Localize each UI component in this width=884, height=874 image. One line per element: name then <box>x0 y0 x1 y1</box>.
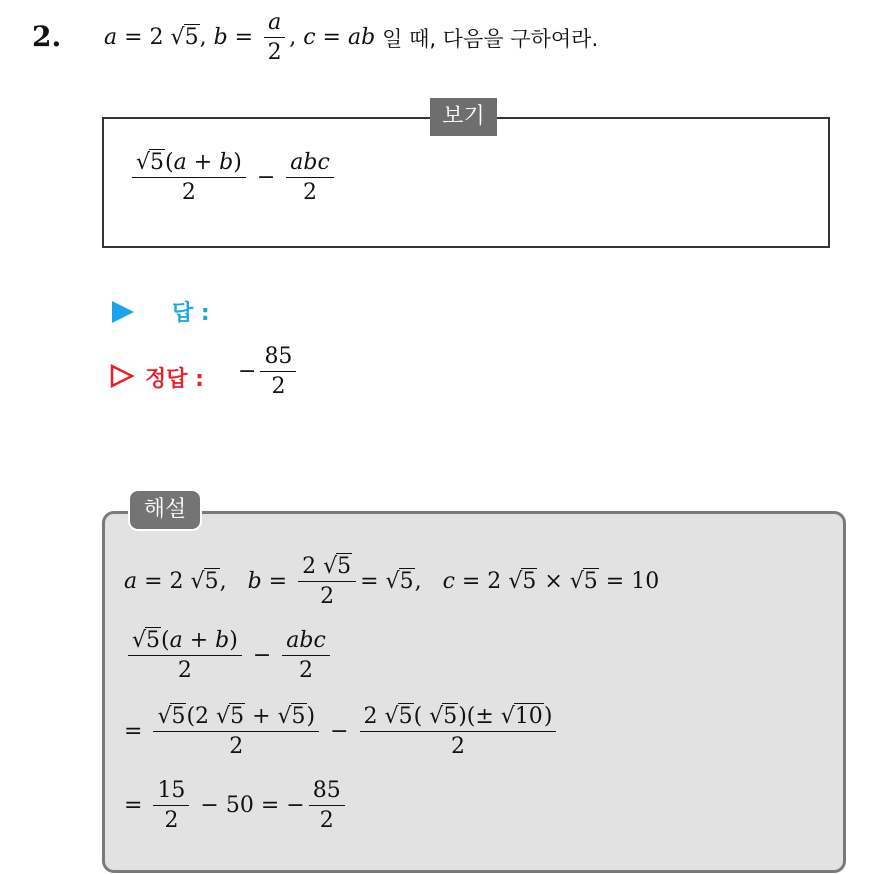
answer-label: 답 : <box>172 301 210 326</box>
bogi-label: 보기 <box>430 98 497 136</box>
play-triangle-filled-icon <box>112 301 134 323</box>
bogi-expression: $\frac{√5(a + b)}{2}$ − $\frac{\text{abc}}{2}$ <box>128 150 338 206</box>
question-statement: a = 2 √5 , b = $\frac{a}{2}$ , c = ab 일 때, 다음을 구하여라. <box>104 10 599 66</box>
correct-answer-denominator: 2 <box>271 374 286 400</box>
solution-line-2: $\frac{√5(a + b)}{2}$ − $\frac{\text{abc}}{2}$ <box>124 628 334 684</box>
solution-line-3: = $\frac{√5(2 √5 + √5)}{2}$ − $\frac{2 √5( √5)(\pm √10)}{2}$ <box>124 704 560 760</box>
question-number: 2. <box>32 20 62 53</box>
solution-line-1: a = 2 √5 , b = $\frac{2 √5}{2}$ = √5 , c = 2 √5 × √5 = 10 <box>124 554 660 610</box>
correct-answer-label: 정답 : <box>145 367 204 392</box>
play-triangle-outline-icon <box>110 364 134 388</box>
solution-line-4: = $\frac{15}{2}$ − 50 = − $\frac{85}{2}$ <box>124 778 349 834</box>
solution-label: 해설 <box>128 489 202 531</box>
correct-answer-numerator: 85 <box>260 344 296 372</box>
question-text: 일 때, 다음을 구하여라. <box>382 26 599 51</box>
correct-answer-value: − $\frac{85}{2}$ <box>238 344 300 400</box>
